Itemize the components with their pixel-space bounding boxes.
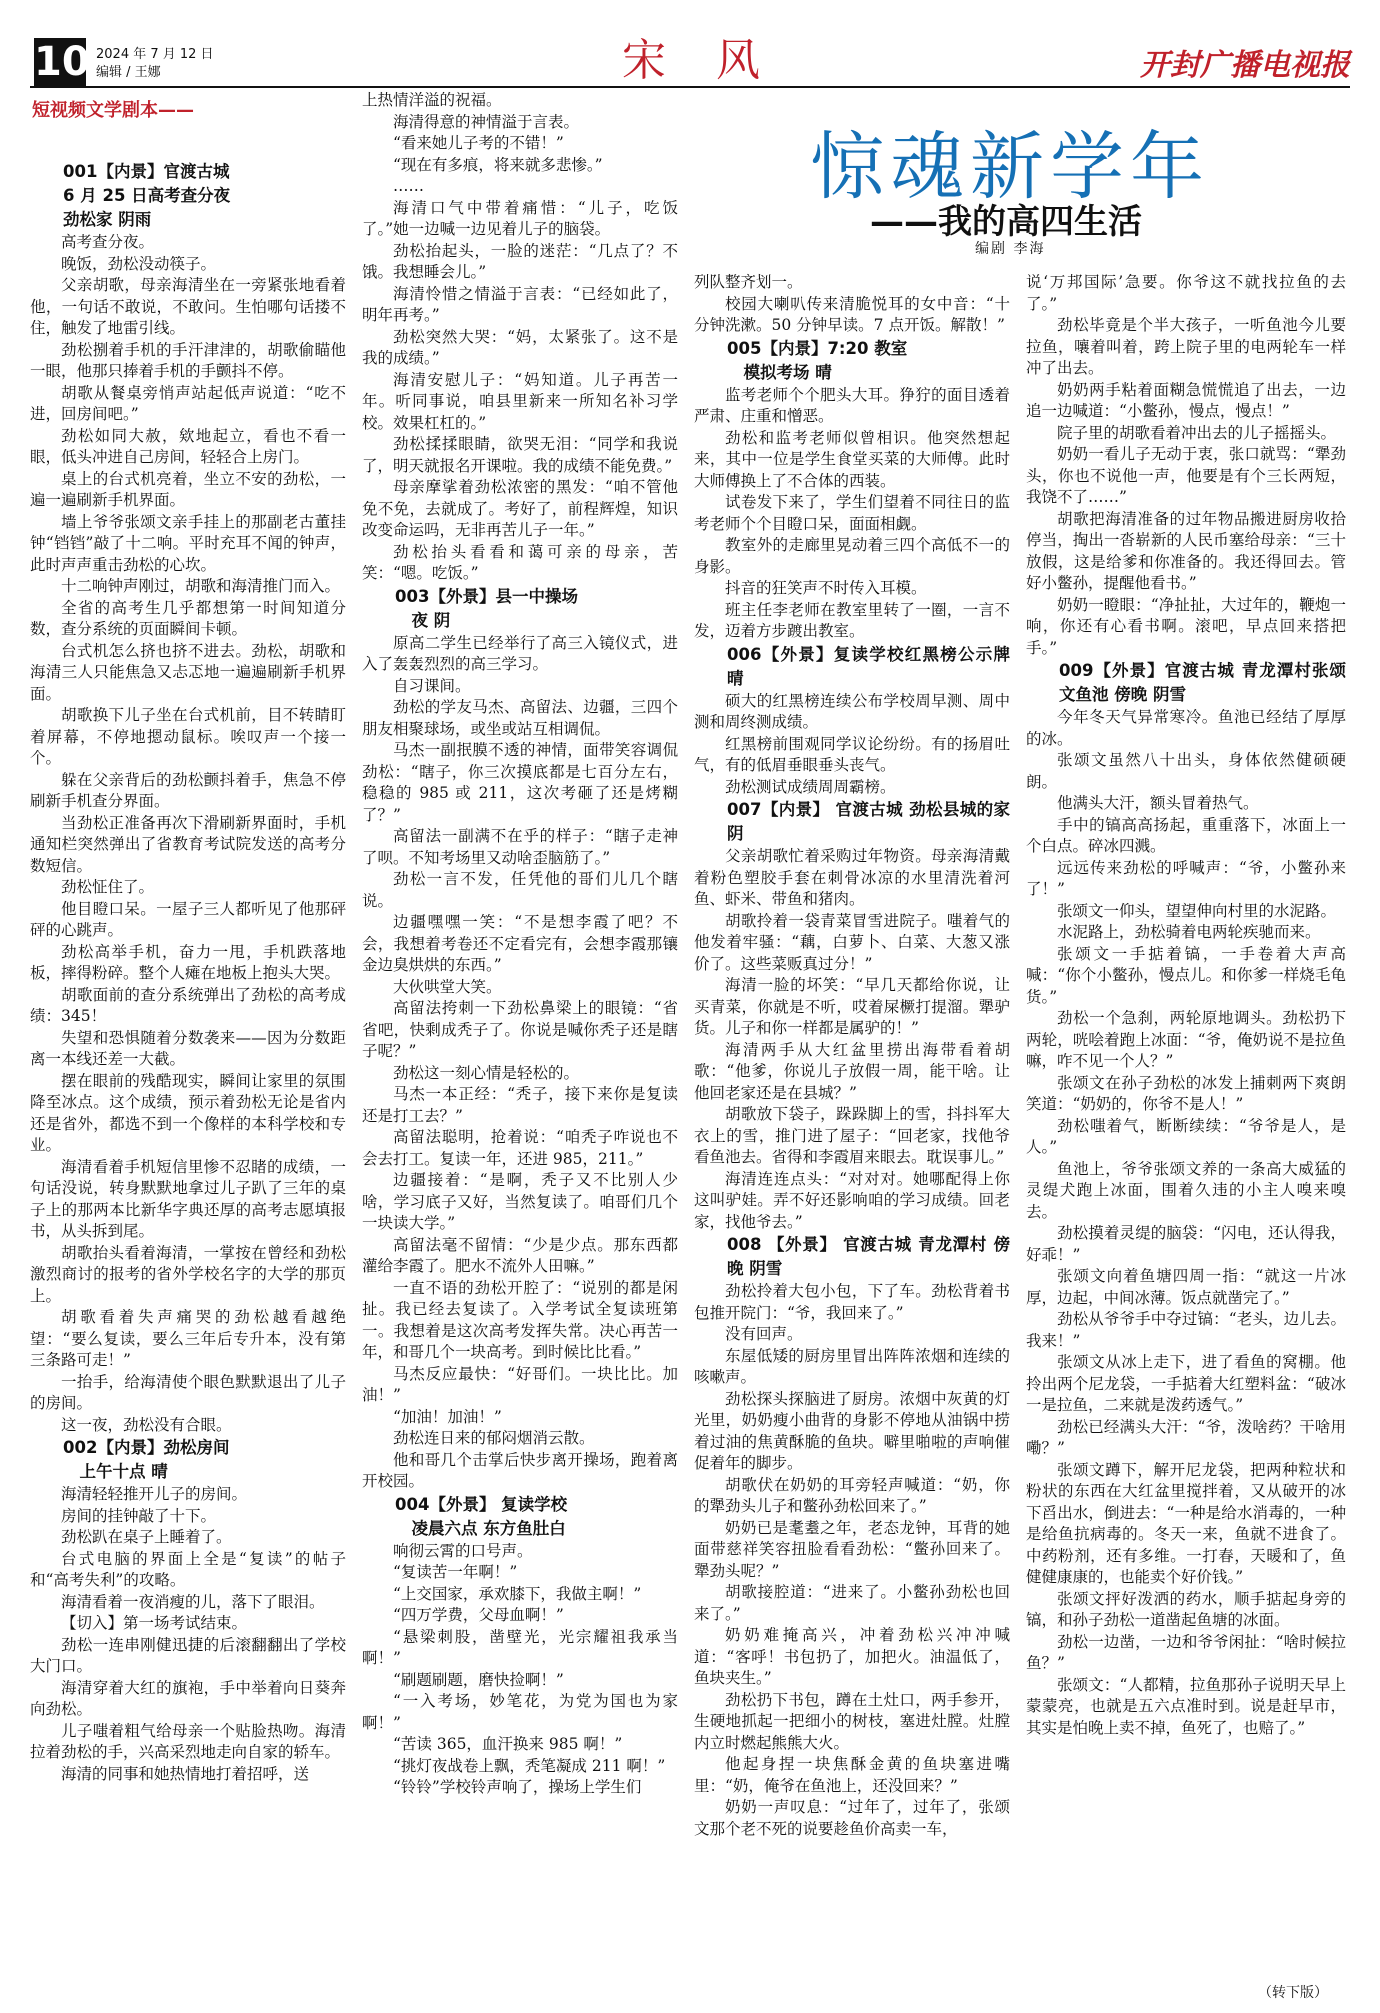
paragraph: 张颂文：“人都精，拉鱼那孙子说明天早上蒙蒙亮，也就是五六点准时到。说是赶早市，其实是怕晚上卖不掉，鱼死了，也赔了。” bbox=[1026, 1675, 1346, 1737]
paragraph: “一入考场，妙笔花，为党为国也为家啊！” bbox=[362, 1692, 678, 1732]
paragraph: “刷题刷题，磨快捡啊！” bbox=[393, 1670, 564, 1689]
paragraph: 奶奶难掩高兴，冲着劲松兴冲冲喊道：“客呼！书包扔了，加把火。油温低了，鱼块夹生。” bbox=[694, 1626, 1010, 1687]
paragraph: 胡歌伏在奶奶的耳旁轻声喊道：“奶，你的犟劲头儿子和鳖孙劲松回来了。” bbox=[694, 1475, 1010, 1515]
paragraph: 劲松趴在桌子上睡着了。 bbox=[61, 1528, 232, 1546]
scene-heading: 劲松家 阴雨 bbox=[63, 210, 152, 229]
newspaper-logo: 开封广播电视报 bbox=[1140, 48, 1350, 83]
paragraph: 院子里的胡歌看着冲出去的儿子摇摇头。 bbox=[1057, 423, 1337, 442]
paragraph: 大伙哄堂大笑。 bbox=[393, 977, 502, 996]
paragraph: 高留法一副满不在乎的样子：“瞎子走神了呗。不知考场里又动啥歪脑筋了。” bbox=[362, 827, 678, 867]
paragraph: 他和哥几个击掌后快步离开操场，跑着离开校园。 bbox=[362, 1450, 678, 1490]
paragraph: 胡歌放下袋子，跺跺脚上的雪，抖抖军大衣上的雪，推门进了屋子：“回老家，找他爷看鱼池去。省得和李霞眉来眼去。耽误事儿。” bbox=[694, 1105, 1010, 1166]
paragraph: 张颂文抨好泼洒的药水，顺手掂起身旁的镐，和孙子劲松一道凿起鱼塘的冰面。 bbox=[1026, 1589, 1346, 1629]
paragraph: “加油！加油！” bbox=[393, 1407, 502, 1426]
paragraph: 【切入】第一场考试结束。 bbox=[61, 1614, 248, 1632]
paragraph: 劲松怔住了。 bbox=[61, 878, 155, 896]
paragraph: 监考老师个个肥头大耳。狰狞的面目透着严肃、庄重和憎恶。 bbox=[694, 385, 1010, 425]
paragraph: 一抬手，给海清使个眼色默默退出了儿子的房间。 bbox=[30, 1372, 346, 1412]
paragraph: 父亲胡歌，母亲海清坐在一旁紧张地看着他，一句话不敢说，不敢问。生怕哪句话搂不住，触发了地雷引线。 bbox=[30, 276, 346, 337]
text-column-3 bbox=[694, 272, 1010, 1840]
paragraph: 马杰一本正经：“秃子，接下来你是复读还是打工去？” bbox=[362, 1085, 678, 1125]
paragraph: 劲松测试成绩周周霸榜。 bbox=[725, 777, 896, 796]
paragraph: 奶奶一声叹息：“过年了，过年了，张颂文那个老不死的说要趁鱼价高卖一车， bbox=[694, 1798, 1010, 1838]
paragraph: 胡歌拎着一袋青菜冒雪进院子。嗤着气的他发着牢骚：“藕，白萝卜、白菜、大葱又涨价了。这些菜贩真过分！” bbox=[694, 911, 1010, 973]
paragraph: 原高二学生已经举行了高三入镜仪式，进入了轰轰烈烈的高三学习。 bbox=[362, 633, 678, 673]
paragraph: 桌上的台式机亮着，坐立不安的劲松，一遍一遍刷新手机界面。 bbox=[30, 469, 346, 509]
issue-date-editor bbox=[96, 46, 214, 82]
paragraph: 海清的同事和她热情地打着招呼，送 bbox=[61, 1764, 310, 1783]
page-number: 10 bbox=[34, 39, 90, 85]
paragraph: 抖音的狂笑声不时传入耳模。 bbox=[725, 579, 927, 597]
paragraph: 十二响钟声刚过，胡歌和海清推门而入。 bbox=[61, 577, 341, 595]
paragraph: 晚饭，劲松没动筷子。 bbox=[61, 254, 217, 273]
paragraph: 劲松毕竟是个半大孩子，一听鱼池今儿要拉鱼，嚷着叫着，跨上院子里的电两轮车一样冲了出去。 bbox=[1026, 316, 1346, 377]
paragraph: 高考查分夜。 bbox=[61, 233, 155, 251]
paragraph: 马杰一副抿膜不透的神情，面带笑容调侃劲松：“瞎子，你三次摸底都是七百分左右，稳稳的 985 或 211，这次考砸了还是烤糊了？” bbox=[362, 741, 678, 824]
scene-heading: 003【外景】县一中操场 bbox=[395, 586, 578, 606]
scene-heading: 001【内景】官渡古城 bbox=[63, 162, 230, 181]
paragraph: 海清怜惜之情溢于言表：“已经如此了，明年再考。” bbox=[362, 284, 678, 324]
paragraph: “上交国家，承欢膝下，我做主啊！” bbox=[393, 1584, 642, 1603]
paragraph: 母亲摩挲着劲松浓密的黑发：“咱不管他免不免，去就成了。考好了，前程辉煌，知识改变命运吗，无非再苦儿子一年。” bbox=[362, 478, 678, 539]
paragraph: 东屋低矮的厨房里冒出阵阵浓烟和连续的咳嗽声。 bbox=[694, 1346, 1010, 1386]
paragraph: 教室外的走廊里晃动着三四个高低不一的身影。 bbox=[694, 536, 1010, 576]
paragraph: 劲松一连串刚健迅捷的后滚翻翻出了学校大门口。 bbox=[30, 1635, 346, 1675]
paragraph: 胡歌把海清准备的过年物品搬进厨房收拾停当，掏出一沓崭新的人民币塞给母亲：“三十放假，这是给爹和你准备的。我还得回去。管好小鳖孙，提醒他看书。” bbox=[1026, 509, 1346, 592]
paragraph: 张颂文一仰头，望望伸向村里的水泥路。 bbox=[1057, 901, 1337, 920]
paragraph: 劲松这一刻心情是轻松的。 bbox=[393, 1063, 580, 1082]
page-header bbox=[0, 0, 1380, 88]
paragraph: 高留法挎刺一下劲松鼻梁上的眼镜：“省省吧，快剩成秃子了。你说是喊你秃子还是瞎子呢？” bbox=[362, 999, 678, 1060]
paragraph: 他满头大汗，额头冒着热气。 bbox=[1057, 794, 1259, 812]
paragraph: 摆在眼前的残酷现实，瞬间让家里的氛围降至冰点。这个成绩，预示着劲松无论是省内还是省外，都选不到一个像样的本科学校和专业。 bbox=[30, 1071, 346, 1154]
paragraph: 海清两手从大红盆里捞出海带看着胡歌：“他爹，你说儿子放假一周，能干啥。让他回老家还是在县城？” bbox=[694, 1040, 1010, 1102]
paragraph: 响彻云霄的口号声。 bbox=[393, 1541, 533, 1560]
paragraph: 失望和恐惧随着分数袭来——因为分数距离一本线还差一大截。 bbox=[30, 1028, 346, 1068]
paragraph: 劲松从爷爷手中夺过镐：“老头，边儿去。我来！” bbox=[1026, 1310, 1346, 1350]
paragraph: 奶奶一看儿子无动于衷，张口就骂：“犟劲头，你也不说他一声，他要是有个三长两短，我饶不了……” bbox=[1026, 445, 1346, 506]
paragraph: 他目瞪口呆。一屋子三人都听见了他那砰砰的心跳声。 bbox=[30, 899, 346, 939]
paragraph: 张颂文在孙子劲松的冰发上捕刺两下爽朗笑道：“奶奶的，你爷不是人！” bbox=[1026, 1073, 1346, 1113]
scene-heading: 008 【外景】 官渡古城 青龙潭村 傍晚 阴雪 bbox=[727, 1235, 1010, 1278]
paragraph: “现在有多痕，将来就多悲惨。” bbox=[393, 155, 603, 174]
paragraph: 劲松连日来的郁闷烟消云散。 bbox=[393, 1429, 595, 1447]
article-author: 编剧 李海 bbox=[975, 241, 1046, 257]
paragraph: 张颂文蹲下，解开尼龙袋，把两种粒状和粉状的东西在大红盆里搅拌着，又从破开的冰下舀出水，倒进去：“一种是给水消毒的，一种是给鱼抗病毒的。冬天一来，鱼就不进食了。中药粉剂，还有多维。一打春，天暖和了，鱼健健康康的，也能卖个好价钱。” bbox=[1026, 1460, 1346, 1586]
paragraph: 海清得意的神情溢于言表。 bbox=[393, 112, 580, 131]
paragraph: “悬梁刺股，凿壁光，光宗耀祖我承当啊！” bbox=[362, 1627, 678, 1667]
paragraph: 劲松一个急刹，两轮原地调头。劲松扔下两轮，咣哙着跑上冰面：“爷，俺奶说不是拉鱼嘛，咋不见一个人？” bbox=[1026, 1009, 1346, 1070]
paragraph: 硕大的红黑榜连续公布学校周早测、周中测和周终测成绩。 bbox=[694, 691, 1010, 731]
scene-heading: 上午十点 晴 bbox=[79, 1462, 168, 1481]
paragraph: 劲松摸着灵缇的脑袋：“闪电，还认得我，好乖！” bbox=[1026, 1224, 1346, 1264]
section-title: 宋 风 bbox=[622, 35, 778, 86]
paragraph: “挑灯夜战卷上飘，秃笔凝成 211 啊！” bbox=[393, 1756, 666, 1775]
scene-heading: 006【外景】复读学校红黑榜公示牌 晴 bbox=[727, 644, 1010, 688]
scene-heading: 007【内景】 官渡古城 劲松县城的家 阴 bbox=[727, 800, 1010, 843]
paragraph: 胡歌面前的查分系统弹出了劲松的高考成绩：345！ bbox=[30, 985, 346, 1025]
paragraph: 劲松捌着手机的手汗津津的，胡歌偷瞄他一眼，他那只捧着手机的手颤抖不停。 bbox=[30, 340, 346, 380]
paragraph: 劲松拎着大包小包，下了车。劲松背着书包推开院门：“爷，我回来了。” bbox=[694, 1282, 1010, 1322]
paragraph: 胡歌抬头看着海清，一掌按在曾经和劲松激烈商讨的报考的省外学校名字的大学的那页上。 bbox=[30, 1243, 346, 1305]
paragraph: 没有回声。 bbox=[725, 1325, 803, 1343]
issue-date: 2024 年 7 月 12 日 bbox=[96, 47, 214, 62]
paragraph: 高留法毫不留情：“少是少点。那东西都灌给李霞了。肥水不流外人田嘛。” bbox=[362, 1235, 678, 1275]
paragraph: 水泥路上，劲松骑着电两轮疾驰而来。 bbox=[1057, 923, 1321, 941]
paragraph: 海清看着手机短信里惨不忍睹的成绩，一句话没说，转身默默地拿过儿子趴了三年的桌子上的那两本比新华字典还厚的高考志愿填报书，从头拆到尾。 bbox=[30, 1157, 346, 1240]
paragraph: 手中的镐高高扬起，重重落下，冰面上一个白点。碎冰四溅。 bbox=[1026, 815, 1346, 855]
paragraph: 一直不语的劲松开腔了：“说别的都是闲扯。我已经去复读了。入学考试全复读班第一。我想着是这次高考发挥失常。决心再苦一年，和哥几个一块高考。到时候比比看。” bbox=[362, 1278, 678, 1361]
paragraph: 自习课间。 bbox=[393, 676, 471, 695]
paragraph: 胡歌换下儿子坐在台式机前，目不转睛盯着屏幕，不停地摁动鼠标。唉叹声一个接一个。 bbox=[30, 706, 346, 767]
paragraph: 校园大喇叭传来清脆悦耳的女中音：“十分钟洗漱。50 分钟早读。7 点开饭。解散！” bbox=[694, 294, 1010, 334]
paragraph: “苦读 365，血汗换来 985 啊！” bbox=[393, 1735, 623, 1753]
paragraph: 鱼池上，爷爷张颂文养的一条高大威猛的灵缇犬跑上冰面，围着久违的小主人嗅来嗅去。 bbox=[1026, 1159, 1346, 1221]
paragraph: …… bbox=[393, 177, 424, 195]
paragraph: 当劲松正准备再次下滑刷新界面时，手机通知栏突然弹出了省教育考试院发送的高考分数短信。 bbox=[30, 813, 346, 875]
paragraph: 父亲胡歌忙着采购过年物资。母亲海清戴着粉色塑胶手套在刺骨冰凉的水里清洗着河鱼、虾米、带鱼和猪肉。 bbox=[694, 847, 1010, 908]
paragraph: 张颂文一手掂着镐，一手卷着大声高喊：“你个小鳖孙，慢点儿。和你爹一样烧毛龟货。” bbox=[1026, 944, 1346, 1006]
scene-heading: 6 月 25 日高考查分夜 bbox=[63, 186, 231, 205]
text-column-2 bbox=[362, 90, 678, 1799]
paragraph: 躲在父亲背后的劲松颤抖着手，焦急不停刷新手机查分界面。 bbox=[30, 770, 346, 810]
paragraph: 胡歌接腔道：“进来了。小鳖孙劲松也回来了。” bbox=[694, 1583, 1010, 1623]
paragraph: 上热情洋溢的祝福。 bbox=[362, 91, 502, 109]
paragraph: 劲松探头探脑进了厨房。浓烟中灰黄的灯光里，奶奶瘦小曲背的身影不停地从油锅中捞着过油的焦黄酥脆的鱼块。噼里啪啦的声响催促着年的脚步。 bbox=[694, 1389, 1010, 1472]
paragraph: “铃铃”学校铃声响了，操场上学生们 bbox=[393, 1778, 642, 1796]
paragraph: 劲松揉揉眼睛，欲哭无泪：“同学和我说了，明天就报名开课啦。我的成绩不能免费。” bbox=[362, 435, 678, 475]
paragraph: 胡歌看着失声痛哭的劲松越看越绝望：“要么复读，要么三年后专升本，没有第三条路可走！” bbox=[30, 1308, 346, 1369]
paragraph: 劲松扔下书包，蹲在土灶口，两手参开，生硬地抓起一把细小的树枝，塞进灶膛。灶膛内立时燃起熊熊大火。 bbox=[694, 1690, 1010, 1752]
paragraph: 台式机怎么挤也挤不进去。劲松，胡歌和海清三人只能焦急又忐忑地一遍遍刷新手机界面。 bbox=[30, 641, 346, 703]
paragraph: 劲松抬头看看和蔼可亲的母亲，苦笑：“嗯。吃饭。” bbox=[362, 542, 678, 582]
paragraph: 劲松的学友马杰、高留法、边疆，三四个朋友相聚球场，或坐或站互相调侃。 bbox=[362, 698, 678, 738]
paragraph: 这一夜，劲松没有合眼。 bbox=[61, 1415, 232, 1434]
paragraph: 张颂文向着鱼塘四周一指：“就这一片冰厚，边起，中间冰薄。饭点就凿完了。” bbox=[1026, 1267, 1346, 1307]
paragraph: 马杰反应最快：“好哥们。一块比比。加油！” bbox=[362, 1364, 678, 1404]
paragraph: 张颂文从冰上走下，进了看鱼的窝棚。他拎出两个尼龙袋，一手掂着大红塑料盆：“破冰一是拉鱼，二来就是泼药透气。” bbox=[1026, 1353, 1346, 1414]
paragraph: 列队整齐划一。 bbox=[694, 273, 803, 291]
paragraph: 劲松抬起头，一脸的迷茫：“几点了？不饿。我想睡会儿。” bbox=[362, 241, 678, 281]
paragraph: 张颂文虽然八十出头，身体依然健硕硬朗。 bbox=[1026, 751, 1346, 791]
scene-heading: 004【外景】 复读学校 bbox=[395, 1494, 568, 1514]
column-label: 短视频文学剧本—— bbox=[32, 100, 194, 121]
paragraph: 台式电脑的界面上全是“复读”的帖子和“高考失利”的攻略。 bbox=[30, 1549, 346, 1589]
paragraph: 边疆接着：“是啊，秃子又不比别人少啥，学习底子又好，当然复读了。咱哥们几个一块读大学。” bbox=[362, 1171, 678, 1232]
paragraph: 高留法聪明，抢着说：“咱秃子咋说也不会去打工。复读一年，还进 985，211。” bbox=[362, 1128, 678, 1168]
paragraph: 远远传来劲松的呼喊声：“爷，小鳖孙来了！” bbox=[1026, 858, 1346, 898]
paragraph: 海清看着一夜消瘦的儿，落下了眼泪。 bbox=[61, 1592, 325, 1611]
text-column-1 bbox=[30, 160, 346, 1785]
scene-heading: 模拟考场 晴 bbox=[743, 362, 832, 382]
paragraph: 胡歌从餐桌旁悄声站起低声说道：“吃不进，回房间吧。” bbox=[30, 383, 346, 423]
scene-heading: 002【内景】劲松房间 bbox=[63, 1438, 230, 1457]
paragraph: 海清连连点头：“对对对。她哪配得上你这叫驴娃。弄不好还影响咱的学习成绩。回老家，找他爷去。” bbox=[694, 1169, 1010, 1231]
scene-heading: 凌晨六点 东方鱼肚白 bbox=[411, 1518, 566, 1538]
paragraph: 劲松已经满头大汗：“爷，泼啥药？干啥用嘞？” bbox=[1026, 1417, 1346, 1457]
paragraph: 劲松一言不发，任凭他的哥们儿几个瞎说。 bbox=[362, 870, 678, 910]
paragraph: 劲松突然大哭：“妈，太紧张了。这不是我的成绩。” bbox=[362, 327, 678, 367]
paragraph: 海清口气中带着痛惜：“儿子，吃饭了。”她一边喊一边见着儿子的脑袋。 bbox=[362, 198, 678, 238]
text-column-4 bbox=[1026, 272, 1346, 1739]
paragraph: “看来她儿子考的不错！” bbox=[393, 134, 564, 152]
paragraph: 说‘万邦国际’急要。你爷这不就找拉鱼的去了。” bbox=[1026, 273, 1346, 313]
paragraph: 墙上爷爷张颂文亲手挂上的那副老古董挂钟“铛铛”敲了十二响。平时充耳不闻的钟声，此时声声重击劲松的心坎。 bbox=[30, 512, 346, 574]
paragraph: 试卷发下来了，学生们望着不同往日的监考老师个个目瞪口呆，面面相觑。 bbox=[694, 493, 1010, 533]
paragraph: 劲松一边凿，一边和爷爷闲扯：“啥时候拉鱼？” bbox=[1026, 1632, 1346, 1672]
paragraph: 全省的高考生几乎都想第一时间知道分数，查分系统的页面瞬间卡顿。 bbox=[30, 598, 346, 638]
paragraph: 房间的挂钟敲了十下。 bbox=[61, 1506, 217, 1525]
article-subtitle: ——我的高四生活 bbox=[870, 202, 1142, 242]
paragraph: 海清安慰儿子：“妈知道。儿子再苦一年。听同事说，咱县里新来一所知名补习学校。效果杠杠的。” bbox=[362, 370, 678, 432]
paragraph: 奶奶一瞪眼：“净扯扯，大过年的，鞭炮一响，你还有心看书啊。滚吧，早点回来搭把手。” bbox=[1026, 595, 1346, 657]
paragraph: 奶奶两手粘着面糊急慌慌追了出去，一边追一边喊道：“小鳖孙，慢点，慢点！” bbox=[1026, 380, 1346, 420]
paragraph: 今年冬天气异常寒冷。鱼池已经结了厚厚的冰。 bbox=[1026, 708, 1346, 748]
paragraph: 奶奶已是耄耋之年，老态龙钟，耳背的她面带慈祥笑容扭脸看看劲松：“鳖孙回来了。犟劲头呢？” bbox=[694, 1518, 1010, 1580]
article-title: 惊魂新学年 bbox=[810, 124, 1210, 210]
paragraph: “复读苦一年啊！” bbox=[393, 1563, 518, 1581]
paragraph: 他起身捏一块焦酥金黄的鱼块塞进嘴里：“奶，俺爷在鱼池上，还没回来？” bbox=[694, 1755, 1010, 1795]
paragraph: 海清轻轻推开儿子的房间。 bbox=[61, 1485, 248, 1503]
scene-heading: 005【内景】7:20 教室 bbox=[727, 338, 908, 358]
header-rule bbox=[30, 86, 1350, 88]
paragraph: 劲松嗤着气，断断续续：“爷爷是人，是人。” bbox=[1026, 1116, 1346, 1156]
editor-credit: 编辑 / 王娜 bbox=[96, 65, 161, 80]
scene-heading: 夜 阴 bbox=[411, 610, 451, 630]
paragraph: 海清穿着大红的旗袍，手中举着向日葵奔向劲松。 bbox=[30, 1678, 346, 1718]
paragraph: 劲松如同大赦，欸地起立，看也不看一眼，低头冲进自己房间，轻轻合上房门。 bbox=[30, 426, 346, 466]
paragraph: 红黑榜前围观同学议论纷纷。有的扬眉吐气，有的低眉垂眼垂头丧气。 bbox=[694, 734, 1010, 774]
paragraph: 海清一脸的坏笑：“早几天都给你说，让买青菜，你就是不听，哎着屎橛打提溜。犟驴货。儿子和你一样都是属驴的！” bbox=[694, 976, 1010, 1037]
paragraph: “四万学费，父母血啊！” bbox=[393, 1606, 564, 1624]
paragraph: 劲松高举手机，奋力一甩，手机跌落地板，摔得粉碎。整个人瘫在地板上抱头大哭。 bbox=[30, 942, 346, 982]
paragraph: 劲松和监考老师似曾相识。他突然想起来，其中一位是学生食堂买菜的大师傅。此时大师傅换上了不合体的西装。 bbox=[694, 428, 1010, 490]
continued-note: （转下版） bbox=[1258, 1985, 1328, 2001]
paragraph: 边疆嘿嘿一笑：“不是想李霞了吧？不会，我想着考卷还不定看完有，会想李霞那镶金边臭烘烘的东西。” bbox=[362, 913, 678, 974]
scene-heading: 009【外景】官渡古城 青龙潭村张颂文鱼池 傍晚 阴雪 bbox=[1059, 661, 1346, 704]
paragraph: 儿子嗤着粗气给母亲一个贴脸热吻。海清拉着劲松的手，兴高采烈地走向自家的轿车。 bbox=[30, 1721, 346, 1761]
paragraph: 班主任李老师在教室里转了一圈，一言不发，迈着方步踱出教室。 bbox=[694, 600, 1010, 640]
